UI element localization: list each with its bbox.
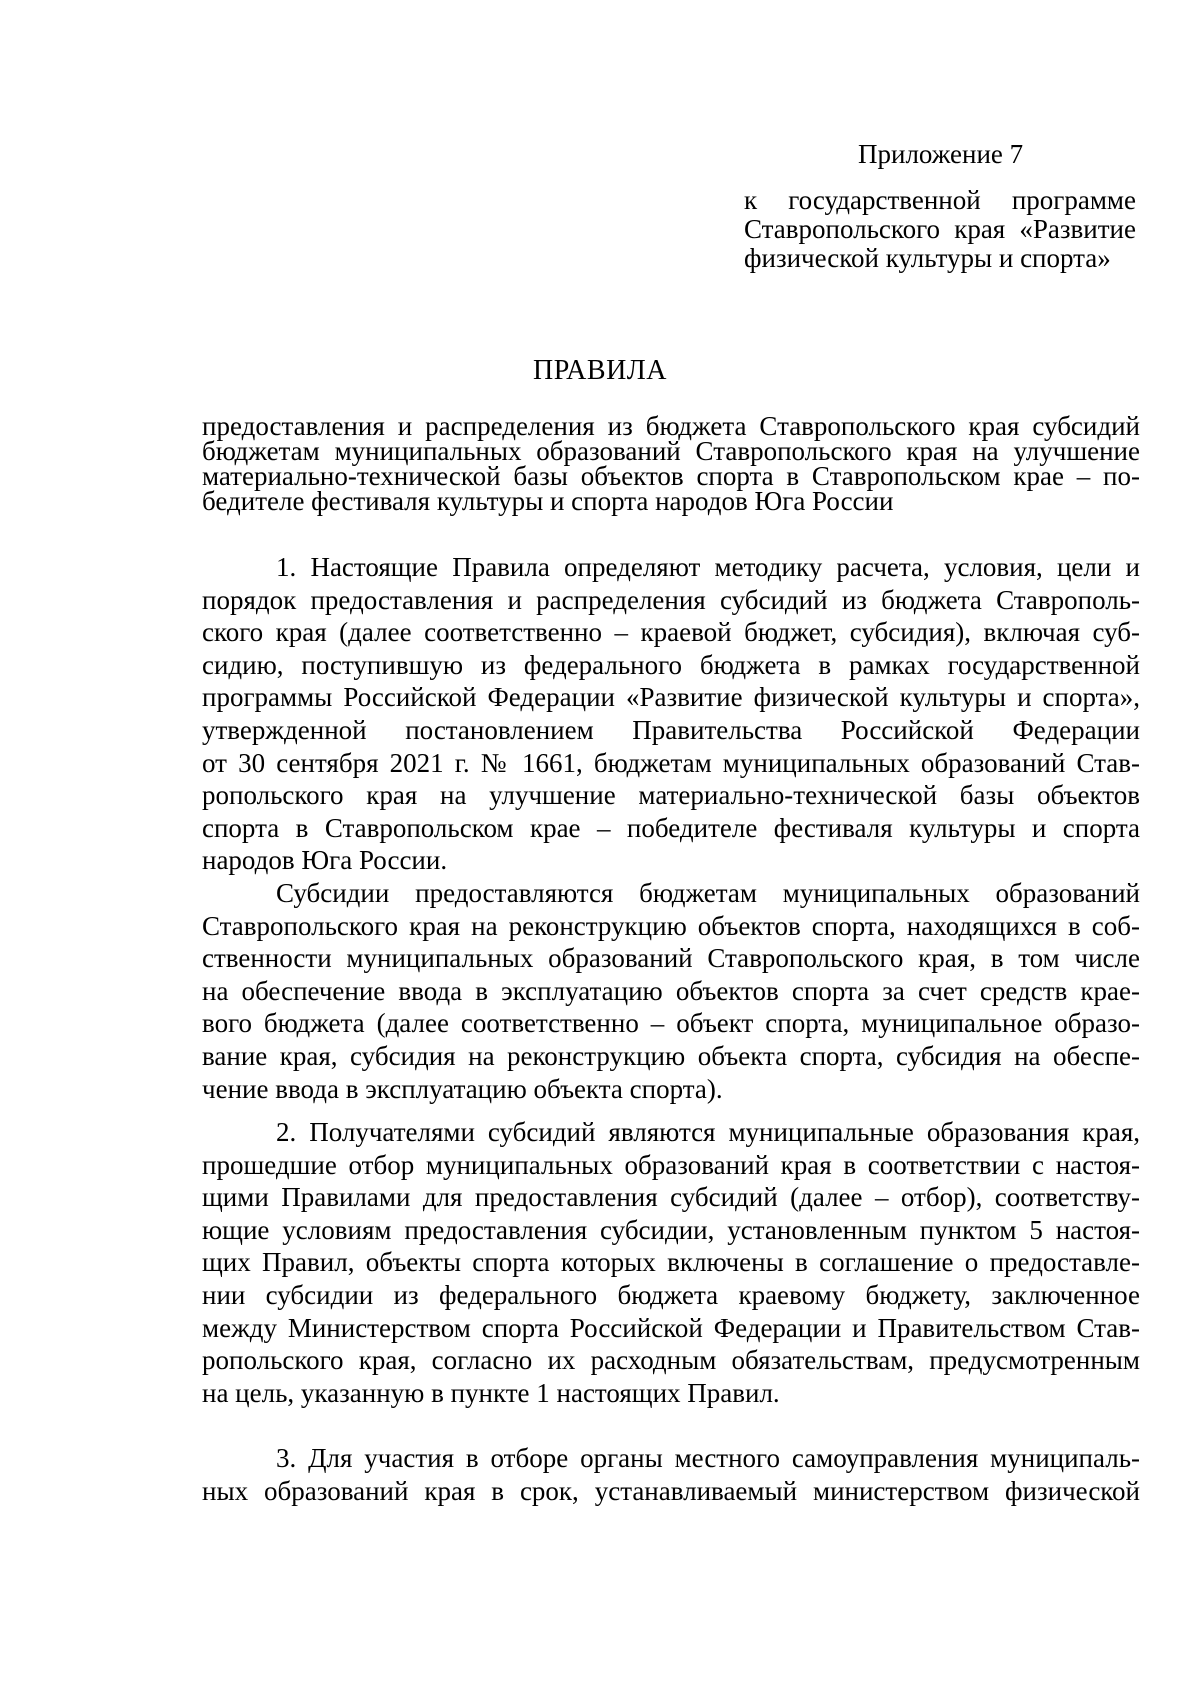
document-title: ПРАВИЛА	[532, 355, 668, 386]
text-line: 3. Для участия в отборе органы местного самоуправления муниципаль-	[276, 1443, 1140, 1473]
text-line: 2. Получателями субсидий являются муниципальные образования края,	[276, 1117, 1140, 1147]
text-line: Субсидии предоставляются бюджетам муниципальных образований	[276, 878, 1140, 908]
text-line: сидию, поступившую из федерального бюджета в рамках государственной	[202, 649, 1140, 680]
text-line: народов Юга России.	[202, 845, 448, 876]
text-line: утвержденной постановлением Правительства Российской Федерации	[202, 714, 1140, 745]
paragraph-1-continued	[202, 877, 1140, 1105]
appendix-caption-line: Ставропольского края «Развитие	[744, 214, 1136, 244]
appendix-caption-line: физической культуры и спорта»	[744, 243, 1111, 273]
appendix-number: Приложение 7	[858, 139, 1024, 169]
text-line: ных образований края в срок, устанавливаемый министерством физической	[202, 1475, 1140, 1506]
text-line: чение ввода в эксплуатацию объекта спорта).	[202, 1073, 723, 1104]
text-line: спорта в Ставропольском крае – победителе фестиваля культуры и спорта	[202, 812, 1140, 843]
text-line: прошедшие отбор муниципальных образований края в соответствии с настоя-	[202, 1149, 1140, 1180]
text-line: на цель, указанную в пункте 1 настоящих Правил.	[202, 1377, 780, 1408]
text-line: ского края (далее соответственно – краевой бюджет, субсидия), включая суб-	[202, 617, 1140, 648]
text-line: порядок предоставления и распределения субсидий из бюджета Ставрополь-	[202, 584, 1140, 615]
paragraph-1	[202, 551, 1140, 877]
appendix-caption-line: к государственной программе	[744, 185, 1136, 215]
text-line: ропольского края на улучшение материально-технической базы объектов	[202, 780, 1140, 811]
text-line: вание края, субсидия на реконструкцию объекта спорта, субсидия на обеспе-	[202, 1040, 1140, 1071]
text-line: вого бюджета (далее соответственно – объект спорта, муниципальное образо-	[202, 1008, 1140, 1039]
text-line: Ставропольского края на реконструкцию объектов спорта, находящихся в соб-	[202, 910, 1140, 941]
text-line: между Министерством спорта Российской Федерации и Правительством Став-	[202, 1312, 1140, 1343]
text-line: от 30 сентября 2021 г. № 1661, бюджетам муниципальных образований Став-	[202, 747, 1140, 778]
text-line: программы Российской Федерации «Развитие физической культуры и спорта»,	[202, 682, 1140, 713]
appendix-caption	[744, 186, 1136, 273]
subtitle-line: бедителе фестиваля культуры и спорта народов Юга России	[202, 486, 894, 516]
text-line: ющие условиям предоставления субсидии, установленным пунктом 5 настоя-	[202, 1214, 1140, 1245]
text-line: щих Правил, объекты спорта которых включены в соглашение о предоставле-	[202, 1247, 1140, 1278]
text-line: ственности муниципальных образований Ставропольского края, в том числе	[202, 943, 1140, 974]
text-line: на обеспечение ввода в эксплуатацию объектов спорта за счет средств крае-	[202, 975, 1140, 1006]
text-line: нии субсидии из федерального бюджета краевому бюджету, заключенное	[202, 1279, 1140, 1310]
paragraph-2	[202, 1116, 1140, 1409]
subtitle-line: бюджетам муниципальных образований Ставропольского края на улучшение	[202, 436, 1140, 466]
paragraph-3	[202, 1442, 1140, 1507]
subtitle-line: предоставления и распределения из бюджета Ставропольского края субсидий	[202, 411, 1140, 441]
document-subtitle	[202, 411, 1140, 516]
text-line: 1. Настоящие Правила определяют методику расчета, условия, цели и	[276, 552, 1140, 582]
text-line: щими Правилами для предоставления субсидий (далее – отбор), соответству-	[202, 1182, 1140, 1213]
subtitle-line: материально-технической базы объектов спорта в Ставропольском крае – по-	[202, 461, 1140, 491]
text-line: ропольского края, согласно их расходным обязательствам, предусмотренным	[202, 1345, 1140, 1376]
